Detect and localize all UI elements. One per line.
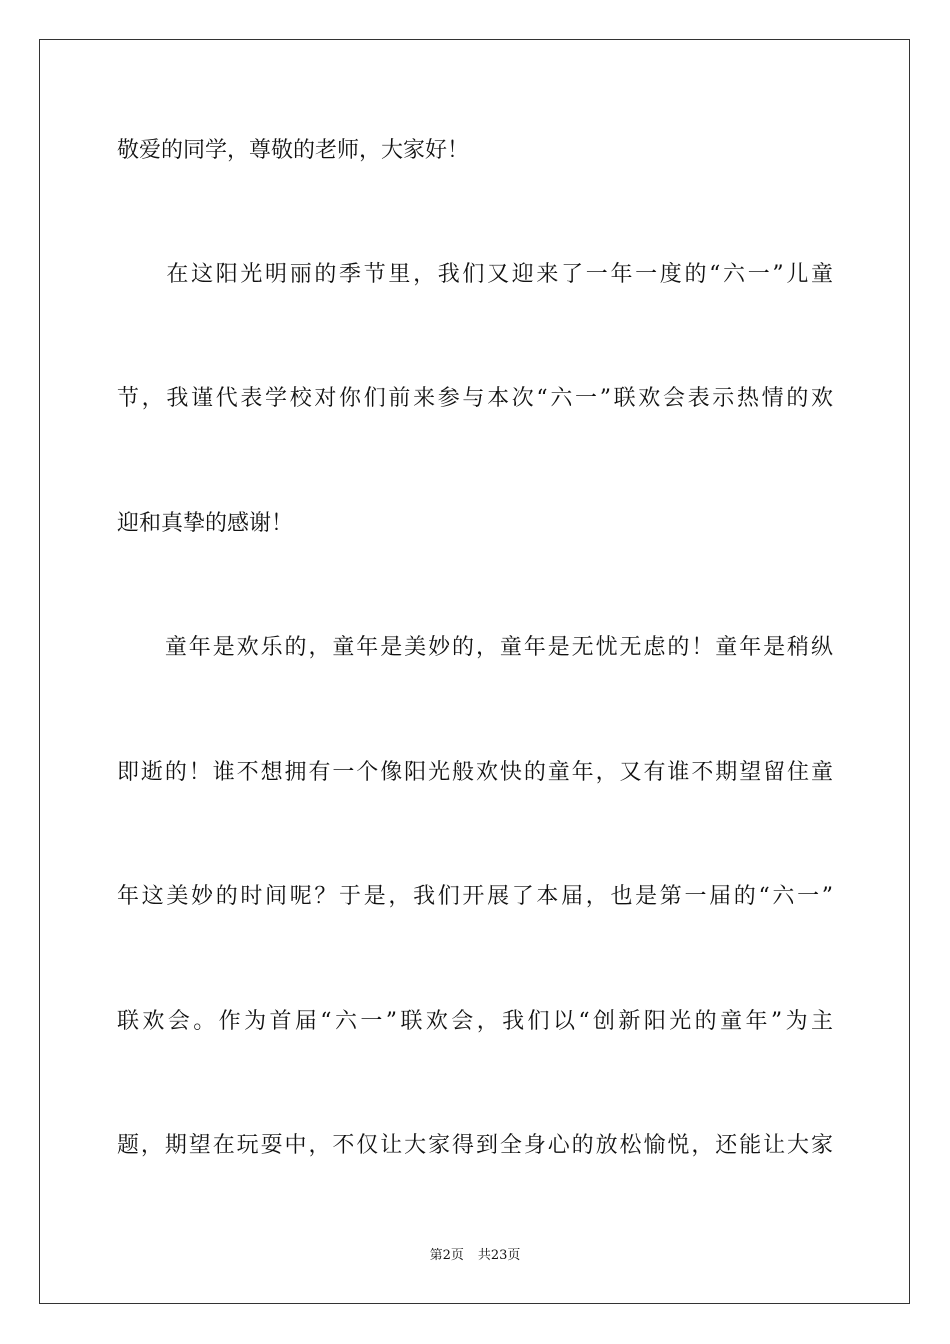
text-line: 年这美妙的时间呢？于是，我们开展了本届，也是第一届的“六一”	[117, 884, 833, 909]
page-frame	[39, 39, 910, 1304]
text-line: 节，我谨代表学校对你们前来参与本次“六一”联欢会表示热情的欢	[117, 386, 833, 411]
text-line: 联欢会。作为首届“六一”联欢会，我们以“创新阳光的童年”为主	[117, 1009, 833, 1034]
page-number: 第2页	[429, 1248, 464, 1263]
text-line: 题，期望在玩耍中，不仅让大家得到全身心的放松愉悦，还能让大家	[117, 1133, 833, 1158]
text-line-greeting: 敬爱的同学，尊敬的老师，大家好！	[117, 138, 470, 163]
text-line: 即逝的！谁不想拥有一个像阳光般欢快的童年，又有谁不期望留住童	[117, 760, 833, 785]
page-footer	[0, 1247, 950, 1265]
text-line: 迎和真挚的感谢！	[117, 511, 294, 536]
text-line: 在这阳光明丽的季节里，我们又迎来了一年一度的“六一”儿童	[117, 262, 833, 287]
page-total: 共23页	[477, 1248, 521, 1263]
text-line: 童年是欢乐的，童年是美妙的，童年是无忧无虑的！童年是稍纵	[117, 635, 833, 660]
